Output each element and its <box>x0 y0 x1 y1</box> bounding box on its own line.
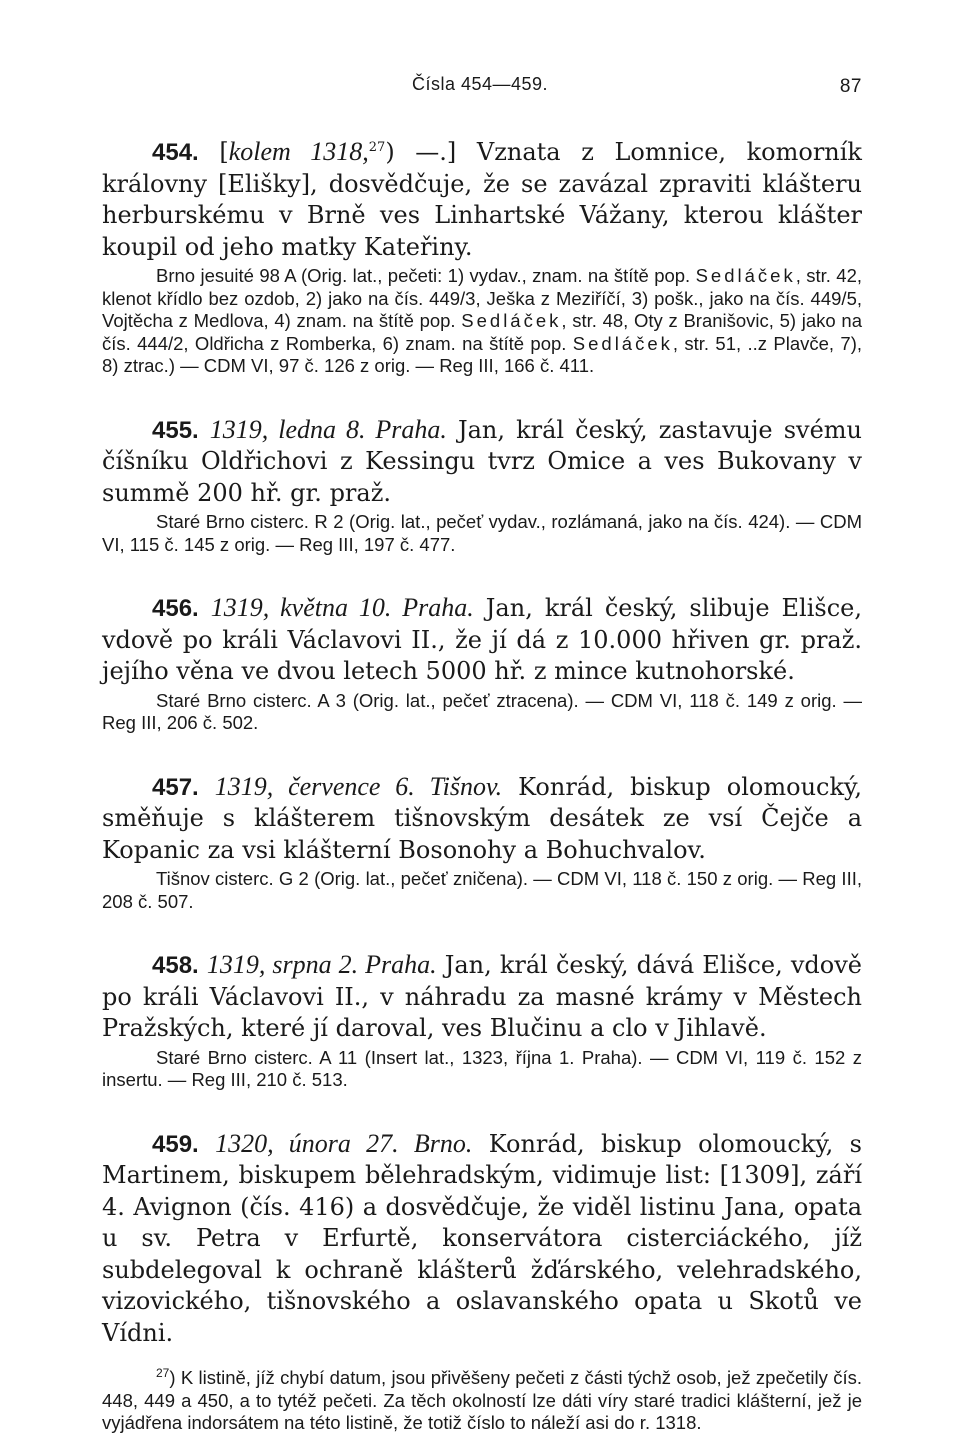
document-body <box>102 136 862 1435</box>
entry-number: 457. <box>152 773 199 801</box>
footnote-mark: 27 <box>156 1365 170 1380</box>
note-text: Staré Brno cisterc. A 3 (Orig. lat., pečeť ztracena). — CDM VI, 118 č. 149 z orig. — Reg III, 206 č. 502. <box>102 689 862 733</box>
footnote-text: K listině, jíž chybí datum, jsou přivěšeny pečeti z části týchž osob, jež zpečetily čís. 448, 449 a 450, a to tytéž pečeti. Za těch okolností lze dáti víry staré tradici klášterní, jež je vyjádřena indorsátem na této listině, že totiž číslo to náleží asi do r. 1318. <box>102 1367 862 1433</box>
entry-source-note <box>102 868 862 913</box>
note-part: , str. 48, Oty z Branišovic, 5) jako na čís. 444/2, Oldřicha z Romberka, 6) znam. na štítě pop. <box>102 310 863 354</box>
entry-summary: Konrád, biskup olomoucký, s Martinem, biskupem bělehradským, vidimuje list: [1309], září 4. Avignon (čís. 416) a dosvědčuje, že viděl listinu Jana, opata u sv. Petra v Erfurtě, konservátora cisterciáckého, jíž subdelegoval k ochraně klášterů žďárského, velehradského, vizovického, tišnovského a oslavanského opata u Skotů ve Vídni. <box>102 1129 862 1347</box>
note-author: Sedláček <box>695 265 796 286</box>
note-part: , str. 51, ..z Plavče, 7), 8) ztrac.) — CDM VI, 97 č. 126 z orig. — Reg III, 166 č. 411. <box>102 332 862 376</box>
entry-source-note <box>102 1047 862 1092</box>
entry-summary: Jan, král český, slibuje Elišce, vdově po králi Václavovi II., že jí dá z 10.000 hřiven gr. praž. jejího věna ve dvou letech 5000 hř. z mince kutnohorské. <box>102 594 863 685</box>
footnote <box>102 1367 862 1435</box>
note-text: Staré Brno cisterc. R 2 (Orig. lat., pečeť vydav., rozlámaná, jako na čís. 424). — CDM VI, 115 č. 145 z orig. — Reg III, 197 č. 477. <box>102 511 862 555</box>
note-text: Staré Brno cisterc. A 11 (Insert lat., 1323, října 1. Praha). — CDM VI, 119 č. 152 z insertu. — Reg III, 210 č. 513. <box>102 1046 862 1090</box>
note-text: Tišnov cisterc. G 2 (Orig. lat., pečeť zničena). — CDM VI, 118 č. 150 z orig. — Reg III, 208 č. 507. <box>102 868 862 912</box>
footnote-ref: 27 <box>368 140 386 155</box>
entry-date: 1319, května 10. Praha. <box>210 593 474 622</box>
entry-text <box>102 136 862 263</box>
entry-text <box>102 592 862 688</box>
entry-text <box>102 414 862 510</box>
entry-number: 455. <box>152 416 199 444</box>
entry-number: 456. <box>152 595 199 622</box>
entry-summary: Vznata z Lomnice, komorník královny [Elišky], dosvědčuje, že se zavázal zpraviti klášteru herburskému v Brně ves Linhartské Vážany, kterou klášter koupil od jeho matky Kateřiny. <box>102 138 862 261</box>
running-head <box>0 74 960 104</box>
entry-date: kolem 1318, <box>228 137 369 166</box>
entry-459 <box>102 1128 862 1350</box>
entry-source-note <box>102 265 862 378</box>
entry-source-note <box>102 511 862 556</box>
entry-457 <box>102 771 862 914</box>
entry-number: 458. <box>152 952 199 979</box>
page-number: 87 <box>839 76 862 97</box>
entry-456 <box>102 592 862 735</box>
entry-summary: Konrád, biskup olomoucký, směňuje s klášterem tišnovským desátek ze vsí Čejče a Kopanic za vsi klášterní Bosonohy a Bohuchvalov. <box>102 772 863 864</box>
entry-source-note <box>102 690 862 735</box>
note-author: Sedláček <box>461 310 562 331</box>
entry-summary: Jan, král český, zastavuje svému číšníku Oldřichovi z Kessingu tvrz Omice a ves Bukovany v summě 200 hř. gr. praž. <box>102 415 862 507</box>
entry-text <box>102 949 862 1045</box>
entry-text <box>102 771 862 867</box>
entry-number: 454. <box>152 139 199 166</box>
date-bracket-close: ) —.] <box>385 138 457 166</box>
entry-date: 1319, července 6. Tišnov. <box>214 771 503 801</box>
entry-number: 459. <box>152 1130 199 1158</box>
entry-text <box>102 1128 862 1350</box>
date-bracket-open: [ <box>219 138 229 166</box>
note-author: Sedláček <box>572 332 673 354</box>
entry-date: 1319, srpna 2. Praha. <box>206 950 437 979</box>
note-part: Brno jesuité 98 A (Orig. lat., pečeti: 1) vydav., znam. na štítě pop. <box>156 265 696 286</box>
entry-455 <box>102 414 862 557</box>
entry-458 <box>102 949 862 1092</box>
running-title: Čísla 454—459. <box>411 74 549 94</box>
note-part: , str. 42, klenot křídlo bez ozdob, 2) jako na čís. 449/3, Ješka z Meziříčí, 3) pošk., jako na čís. 449/5, Vojtěcha z Medlova, 4) znam. na štítě pop. <box>102 265 862 331</box>
entry-454 <box>102 136 862 378</box>
footnote-mark-close: ) <box>169 1367 176 1388</box>
entry-date: 1320, února 27. Brno. <box>215 1128 473 1158</box>
entry-summary: Jan, král český, dává Elišce, vdově po králi Václavovi II., v náhradu za masné krámy v Městech Pražských, které jí daroval, ves Blučinu a clo v Jihlavě. <box>102 951 862 1042</box>
entry-date: 1319, ledna 8. Praha. <box>209 414 447 444</box>
